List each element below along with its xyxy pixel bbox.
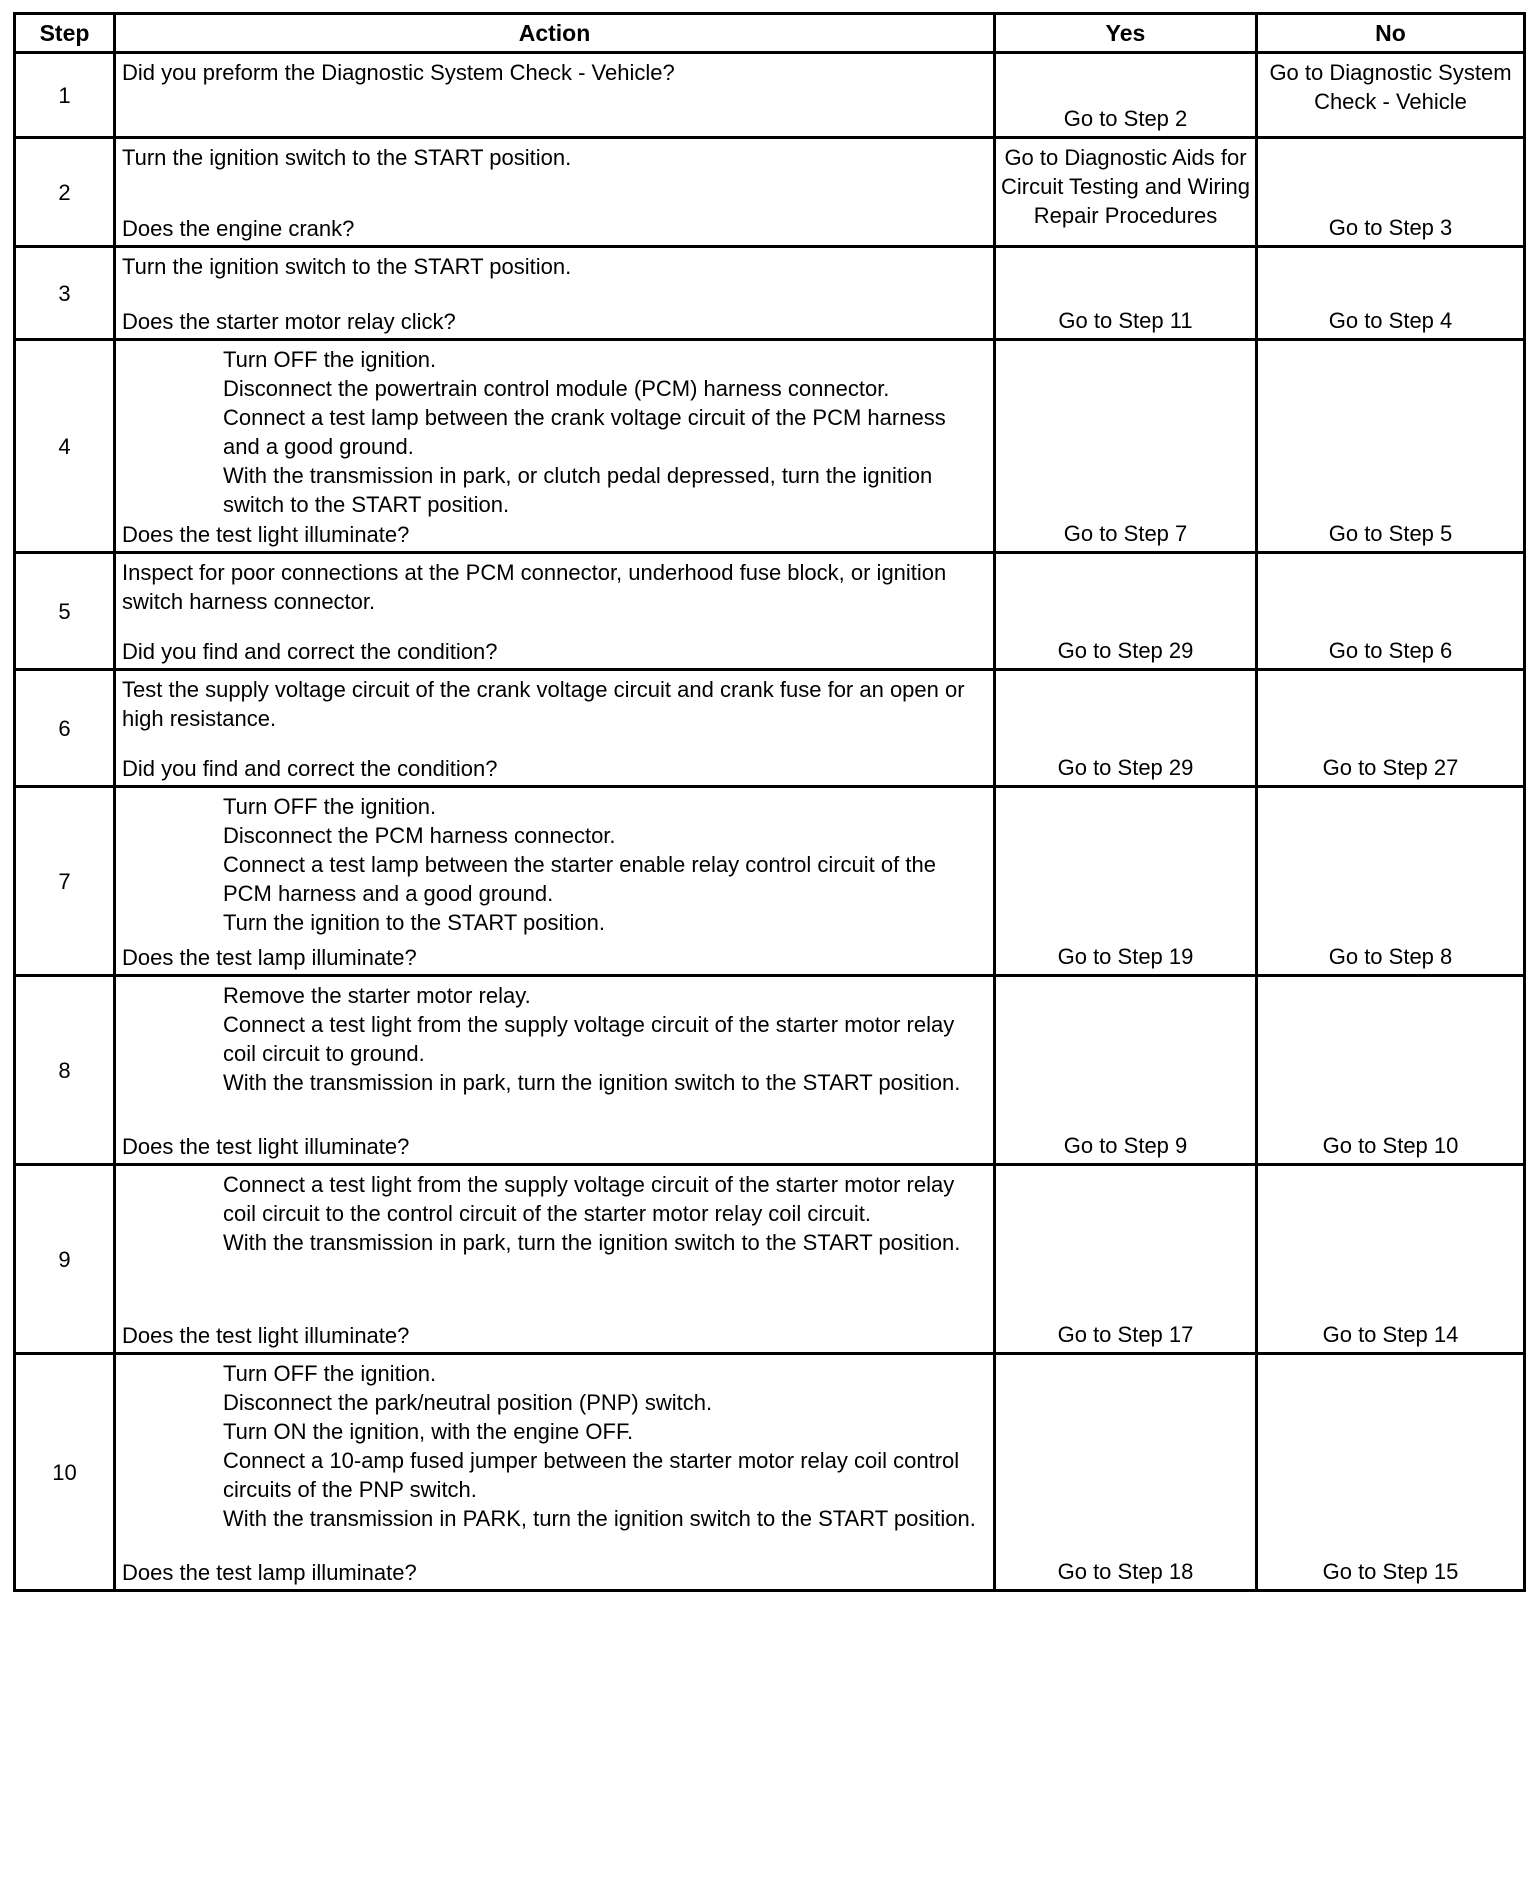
no-result: Go to Step 4 <box>1257 247 1525 340</box>
action-question: Does the test lamp illuminate? <box>122 1560 417 1585</box>
instruction-line: Disconnect the park/neutral position (PNP) switch. <box>223 1390 713 1415</box>
yes-result: Go to Step 11 <box>995 247 1257 340</box>
action-instructions <box>122 981 987 1097</box>
action-cell <box>115 1354 995 1591</box>
instruction-line: With the transmission in park, or clutch pedal depressed, turn the ignition switch to the START position. <box>223 463 933 517</box>
yes-result: Go to Step 7 <box>995 340 1257 553</box>
action-question: Does the engine crank? <box>122 216 355 241</box>
action-instructions <box>122 143 987 172</box>
step-number: 2 <box>15 138 115 247</box>
table-row <box>15 1165 1525 1354</box>
action-question: Did you preform the Diagnostic System Check - Vehicle? <box>122 60 675 85</box>
yes-result: Go to Step 18 <box>995 1354 1257 1591</box>
action-question: Did you find and correct the condition? <box>122 756 498 781</box>
yes-result: Go to Diagnostic Aids for Circuit Testing and Wiring Repair Procedures <box>995 138 1257 247</box>
action-cell <box>115 138 995 247</box>
action-instructions <box>122 792 987 937</box>
instruction-line: Remove the starter motor relay. <box>223 983 531 1008</box>
table-row <box>15 787 1525 976</box>
header-no: No <box>1257 14 1525 53</box>
action-question: Does the test light illuminate? <box>122 522 410 547</box>
instruction-line: Test the supply voltage circuit of the crank voltage circuit and crank fuse for an open or high resistance. <box>122 677 965 731</box>
action-cell <box>115 340 995 553</box>
table-row <box>15 340 1525 553</box>
step-number: 10 <box>15 1354 115 1591</box>
table-row <box>15 553 1525 670</box>
no-result: Go to Step 5 <box>1257 340 1525 553</box>
step-number: 6 <box>15 670 115 787</box>
header-row <box>15 14 1525 53</box>
step-number: 3 <box>15 247 115 340</box>
instruction-line: Connect a test lamp between the starter enable relay control circuit of the PCM harness and a good ground. <box>223 852 936 906</box>
instruction-line: Turn ON the ignition, with the engine OFF. <box>223 1419 634 1444</box>
step-number: 9 <box>15 1165 115 1354</box>
action-instructions <box>122 1170 987 1257</box>
step-number: 4 <box>15 340 115 553</box>
instruction-line: With the transmission in park, turn the ignition switch to the START position. <box>223 1070 961 1095</box>
yes-result: Go to Step 9 <box>995 976 1257 1165</box>
step-number: 5 <box>15 553 115 670</box>
action-cell <box>115 787 995 976</box>
yes-result: Go to Step 2 <box>995 53 1257 138</box>
action-instructions <box>122 252 987 281</box>
action-question: Did you find and correct the condition? <box>122 639 498 664</box>
action-instructions <box>122 558 987 616</box>
instruction-line: Connect a 10-amp fused jumper between the starter motor relay coil control circuits of the PNP switch. <box>223 1448 960 1502</box>
instruction-line: Disconnect the powertrain control module (PCM) harness connector. <box>223 376 890 401</box>
table-row <box>15 670 1525 787</box>
table-row <box>15 247 1525 340</box>
instruction-line: Connect a test light from the supply voltage circuit of the starter motor relay coil circuit to ground. <box>223 1012 955 1066</box>
instruction-line: Turn the ignition switch to the START position. <box>122 254 572 279</box>
action-question: Does the test light illuminate? <box>122 1134 410 1159</box>
instruction-line: Turn the ignition switch to the START position. <box>122 145 572 170</box>
yes-result: Go to Step 19 <box>995 787 1257 976</box>
instruction-line: Turn OFF the ignition. <box>223 794 437 819</box>
table-row <box>15 1354 1525 1591</box>
table-row <box>15 138 1525 247</box>
no-result: Go to Step 3 <box>1257 138 1525 247</box>
no-result: Go to Step 8 <box>1257 787 1525 976</box>
header-yes: Yes <box>995 14 1257 53</box>
action-cell <box>115 553 995 670</box>
instruction-line: Turn OFF the ignition. <box>223 347 437 372</box>
action-instructions <box>122 675 987 733</box>
header-step: Step <box>15 14 115 53</box>
instruction-line: Disconnect the PCM harness connector. <box>223 823 616 848</box>
header-action: Action <box>115 14 995 53</box>
action-instructions <box>122 1359 987 1533</box>
yes-result: Go to Step 17 <box>995 1165 1257 1354</box>
action-instructions <box>122 345 987 519</box>
instruction-line: Connect a test light from the supply voltage circuit of the starter motor relay coil circuit to the control circuit of the starter motor relay coil circuit. <box>223 1172 955 1226</box>
instruction-line: With the transmission in park, turn the ignition switch to the START position. <box>223 1230 961 1255</box>
yes-result: Go to Step 29 <box>995 553 1257 670</box>
step-number: 8 <box>15 976 115 1165</box>
no-result: Go to Step 6 <box>1257 553 1525 670</box>
instruction-line: Turn the ignition to the START position. <box>223 910 605 935</box>
instruction-line: With the transmission in PARK, turn the ignition switch to the START position. <box>223 1506 976 1531</box>
table-row <box>15 53 1525 138</box>
action-cell <box>115 670 995 787</box>
yes-result: Go to Step 29 <box>995 670 1257 787</box>
no-result: Go to Step 27 <box>1257 670 1525 787</box>
instruction-line: Inspect for poor connections at the PCM connector, underhood fuse block, or ignition switch harness connector. <box>122 560 947 614</box>
step-number: 1 <box>15 53 115 138</box>
no-result: Go to Step 10 <box>1257 976 1525 1165</box>
action-cell <box>115 53 995 138</box>
action-question: Does the test light illuminate? <box>122 1323 410 1348</box>
action-question: Does the starter motor relay click? <box>122 309 456 334</box>
table-row <box>15 976 1525 1165</box>
instruction-line: Turn OFF the ignition. <box>223 1361 437 1386</box>
action-cell <box>115 1165 995 1354</box>
action-cell <box>115 976 995 1165</box>
diagnostic-table <box>13 12 1526 1592</box>
no-result: Go to Step 15 <box>1257 1354 1525 1591</box>
no-result: Go to Diagnostic System Check - Vehicle <box>1257 53 1525 138</box>
step-number: 7 <box>15 787 115 976</box>
no-result: Go to Step 14 <box>1257 1165 1525 1354</box>
action-question: Does the test lamp illuminate? <box>122 945 417 970</box>
instruction-line: Connect a test lamp between the crank voltage circuit of the PCM harness and a good ground. <box>223 405 946 459</box>
action-cell <box>115 247 995 340</box>
